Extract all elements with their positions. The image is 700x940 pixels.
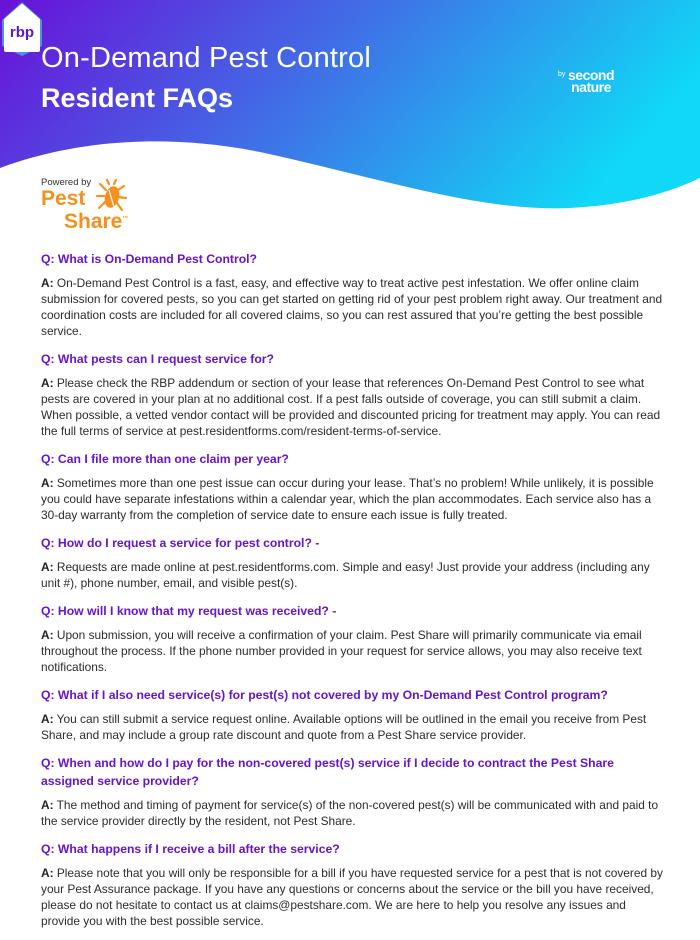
faq-answer xyxy=(41,711,666,743)
faq-answer xyxy=(41,475,666,523)
page-title-line2: Resident FAQs xyxy=(41,83,234,113)
faq-question: Q: What if I also need service(s) for pest(s) not covered by my On-Demand Pest Control program? xyxy=(41,688,608,702)
faq-answer xyxy=(41,865,666,929)
answer-prefix: A: xyxy=(41,376,54,390)
faq-answer xyxy=(41,559,666,591)
by-label: by xyxy=(558,71,566,78)
answer-prefix: A: xyxy=(41,628,54,642)
answer-text: Upon submission, you will receive a confirmation of your claim. Pest Share will primarily communicate via email throughout the process. If the phone number provided in your request for service allows, you may also receive text notifications. xyxy=(41,628,642,674)
answer-text: Please note that you will only be responsible for a bill if you have requested service for a pest that is not covered by your Pest Assurance package. If you have any questions or concerns about the service or the bill you have received, please do not hesitate to contact us at claims@pestshare.com. We are here to help you resolve any issues and provide you with the best possible service. xyxy=(41,866,663,928)
trademark: ™ xyxy=(122,216,129,222)
faq-question: Q: How will I know that my request was received? - xyxy=(41,604,337,618)
answer-text: Requests are made online at pest.residentforms.com. Simple and easy! Just provide your address (including any unit #), phone number, email, and visible pest(s). xyxy=(41,560,650,590)
answer-text: On-Demand Pest Control is a fast, easy, and effective way to treat active pest infestation. We offer online claim submission for covered pests, so you can get started on getting rid of your pest problem right away. Our treatment and coordination costs are included for all covered claims, so you can rest assured that you’re getting the best possible service. xyxy=(41,276,663,338)
answer-text: You can still submit a service request online. Available options will be outlined in the email you receive from Pest Share, and may include a group rate discount and quote from a Pest Share service provider. xyxy=(41,712,647,742)
faq-list xyxy=(41,250,666,940)
faq-question: Q: What is On-Demand Pest Control? xyxy=(41,252,257,266)
answer-prefix: A: xyxy=(41,712,54,726)
answer-prefix: A: xyxy=(41,276,54,290)
faq-question: Q: What happens if I receive a bill after the service? xyxy=(41,842,340,856)
faq-answer xyxy=(41,375,666,439)
second-nature-line2: nature xyxy=(571,79,611,95)
second-nature-line1: second xyxy=(568,67,615,83)
svg-text:rbp: rbp xyxy=(9,24,35,41)
faq-answer xyxy=(41,797,666,829)
rbp-logo xyxy=(0,0,44,56)
answer-text: The method and timing of payment for service(s) of the non-covered pest(s) will be communicated with and paid to the service provider directly by the resident, not Pest Share. xyxy=(41,798,659,828)
answer-prefix: A: xyxy=(41,866,54,880)
page-title-line1: On-Demand Pest Control xyxy=(41,42,371,74)
answer-text: Sometimes more than one pest issue can occur during your lease. That’s no problem! While unlikely, it is possible you could have separate infestations within a calendar year, which the plan accommodates. Each service also has a 30-day warranty from the completion of service date to ensure each issue is fully treated. xyxy=(41,476,654,522)
powered-by-label: Powered by xyxy=(41,177,92,188)
faq-question: Q: How do I request a service for pest control? - xyxy=(41,536,320,550)
bug-icon xyxy=(94,178,128,214)
answer-text: Please check the RBP addendum or section of your lease that references On-Demand Pest Control to see what pests are covered in your plan at no additional cost. If a pest falls outside of coverage, you can still submit a claim. When possible, a vetted vendor contact will be provided and discounted pricing for treatment may apply. You can read the full terms of service at pest.residentforms.com/resident-terms-of-service. xyxy=(41,376,661,438)
pest-share-line1: Pest xyxy=(41,187,86,210)
answer-prefix: A: xyxy=(41,560,54,574)
faq-question: Q: What pests can I request service for? xyxy=(41,352,274,366)
faq-answer xyxy=(41,275,666,339)
faq-answer xyxy=(41,627,666,675)
faq-question: Q: Can I file more than one claim per year? xyxy=(41,452,289,466)
pest-share-line2: Share xyxy=(64,210,123,233)
answer-prefix: A: xyxy=(41,798,54,812)
answer-prefix: A: xyxy=(41,476,54,490)
faq-question: Q: When and how do I pay for the non-covered pest(s) service if I decide to contract the Pest Share assigned service provider? xyxy=(41,756,614,788)
second-nature-logo xyxy=(568,69,614,93)
